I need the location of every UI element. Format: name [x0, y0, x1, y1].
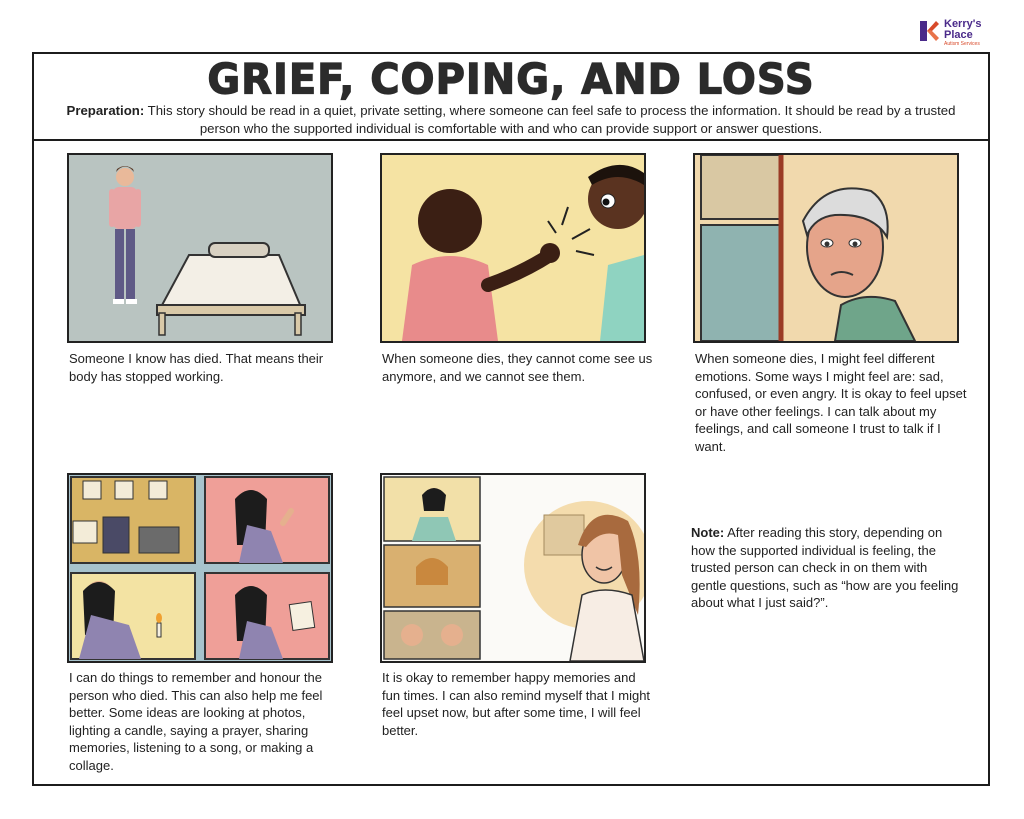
panel-5: [380, 473, 646, 663]
logo-line-1: Kerry's: [944, 18, 982, 30]
preparation-body: This story should be read in a quiet, private setting, where someone can feel safe to process the information. It should be read by a trusted person who the supported individual is comfortable with and who can provide support or answer questions.: [144, 103, 956, 136]
panel-2: [380, 153, 646, 343]
story-frame: [32, 52, 990, 786]
kerrys-place-logo: [918, 18, 998, 52]
empty-bed-illustration: [69, 155, 331, 341]
happy-memories-illustration: [382, 475, 644, 661]
panel-1-caption: Someone I know has died. That means their body has stopped working.: [69, 351, 324, 384]
panel-3: [693, 153, 959, 343]
panel-4-caption: I can do things to remember and honour the person who died. This can also help me feel better. Some ideas are looking at photos, lighting a candle, saying a prayer, sharing memories, listening to a song, or making a collage.: [69, 670, 323, 773]
note-label: Note:: [691, 525, 725, 540]
note-body: After reading this story, depending on how the supported individual is feeling, the trusted person can check in on them with gentle questions, such as “how are you feeling about what I just said?”.: [691, 525, 959, 610]
page-title: GRIEF, COPING, AND LOSS: [207, 55, 815, 105]
remembering-activities-illustration: [69, 475, 331, 661]
logo-k-icon: [918, 20, 940, 42]
waving-goodbye-illustration: [382, 155, 644, 341]
panel-5-caption: It is okay to remember happy memories and fun times. I can also remind myself that I might feel upset now, but after some time, I will feel better.: [382, 670, 651, 738]
logo-line-2: Place: [944, 29, 973, 41]
panel-1: [67, 153, 333, 343]
panel-4: [67, 473, 333, 663]
panel-3-caption: When someone dies, I might feel different emotions. Some ways I might feel are: sad, confused, or even angry. It is okay to feel upset or have other feelings. I can talk about my feelings, and call someone I trust to talk if I want.: [695, 351, 967, 454]
header: [34, 54, 988, 141]
panel-2-caption: When someone dies, they cannot come see us anymore, and we cannot see them.: [382, 351, 653, 384]
preparation-label: Preparation:: [66, 103, 145, 118]
note-text: [691, 524, 961, 612]
preparation-text: [64, 102, 958, 138]
sad-older-man-illustration: [695, 155, 957, 341]
logo-line-3: Autism Services: [944, 41, 980, 47]
